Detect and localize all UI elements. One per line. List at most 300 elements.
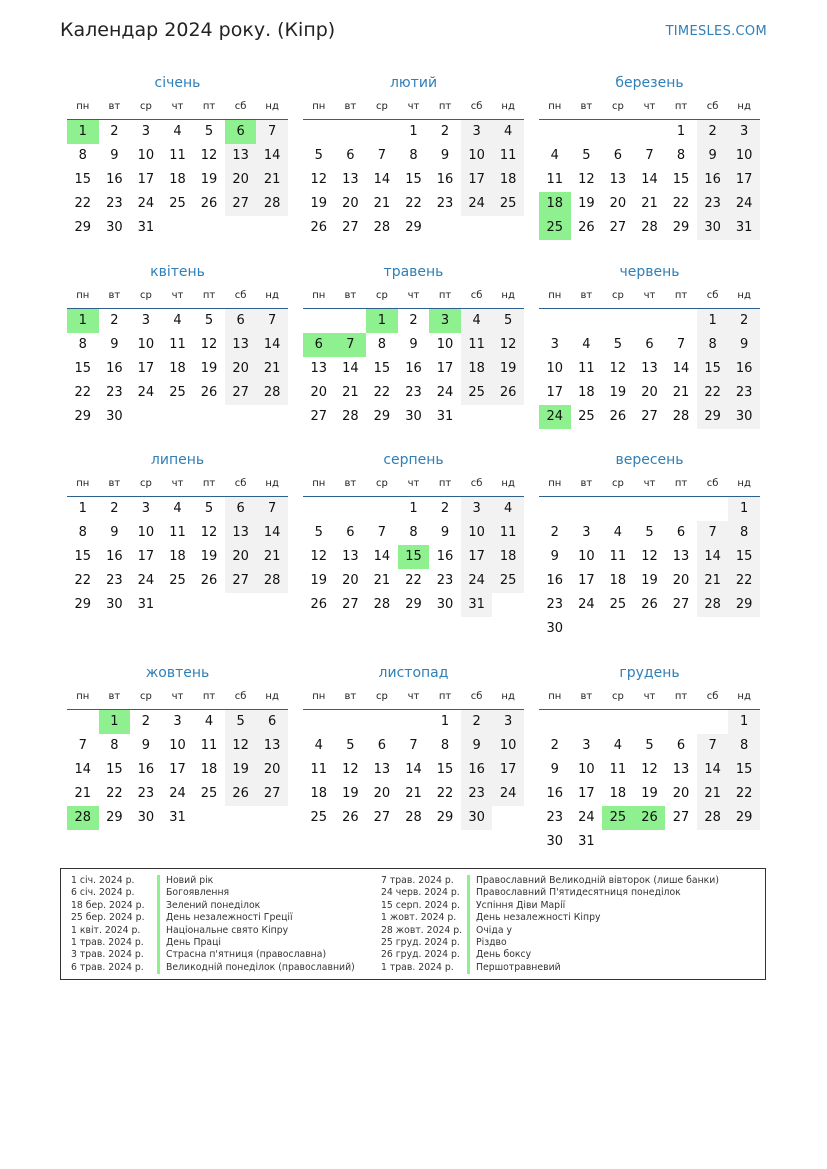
week-row — [67, 758, 288, 782]
day-cell: 7 — [377, 525, 387, 540]
day-cell: 9 — [440, 525, 450, 540]
day-cell: 3 — [173, 714, 182, 729]
week-row — [67, 381, 288, 405]
weekend-day-cell: 24 — [461, 569, 493, 593]
holiday-name: День боксу — [476, 949, 532, 961]
week-row — [303, 168, 524, 192]
day-cell: 22 — [436, 786, 454, 801]
day-cell: 11 — [310, 762, 328, 777]
week-row — [539, 309, 760, 333]
day-cell: 10 — [137, 337, 155, 352]
empty-cell — [162, 216, 194, 240]
weekend-day-cell: 18 — [492, 168, 524, 192]
month-name: січень — [154, 75, 201, 91]
day-cell: 19 — [641, 786, 658, 801]
day-cell: 9 — [409, 337, 418, 352]
empty-cell — [728, 617, 760, 641]
empty-cell — [571, 617, 603, 641]
weekend-day-cell: 4 — [461, 309, 493, 333]
holiday-marker — [157, 900, 160, 912]
day-cell: 20 — [342, 196, 359, 211]
day-cell: 20 — [641, 385, 658, 400]
weekday-label: чт — [643, 478, 656, 489]
day-cell: 17 — [578, 573, 595, 588]
holiday-name: Новий рік — [166, 875, 214, 886]
weekend-day-cell: 14 — [697, 545, 729, 569]
holiday-date: 18 бер. 2024 р. — [71, 899, 145, 911]
week-row — [539, 333, 760, 357]
day-cell: 27 — [609, 220, 627, 235]
month-12 — [539, 662, 760, 854]
day-cell: 22 — [405, 196, 422, 211]
weekend-day-cell: 24 — [492, 782, 524, 806]
weekend-day-cell: 24 — [728, 192, 760, 216]
weekday-label: пн — [76, 478, 90, 489]
weekday-label: вт — [108, 290, 121, 301]
day-cell: 21 — [641, 196, 658, 211]
day-cell: 25 — [578, 409, 595, 424]
empty-cell — [303, 120, 335, 144]
legend-row — [61, 949, 355, 961]
weekend-day-cell: 9 — [728, 333, 760, 357]
day-cell: 22 — [74, 196, 92, 211]
weekend-day-cell: 2 — [697, 120, 729, 144]
day-cell: 19 — [609, 385, 627, 400]
day-cell: 13 — [342, 549, 359, 564]
empty-cell — [665, 309, 697, 333]
weekend-day-cell: 2 — [728, 309, 760, 333]
weekend-day-cell: 6 — [225, 309, 257, 333]
day-cell: 17 — [137, 549, 155, 564]
weekday-label: вт — [580, 290, 593, 301]
holiday-date: 6 трав. 2024 р. — [71, 961, 144, 973]
day-cell: 26 — [200, 385, 218, 400]
day-cell: 28 — [641, 220, 658, 235]
page-title: Календар 2024 року. (Кіпр) — [60, 19, 336, 41]
empty-cell — [130, 405, 162, 429]
day-cell: 16 — [137, 762, 155, 777]
weekend-day-cell: 19 — [225, 758, 257, 782]
week-row — [303, 569, 524, 593]
day-cell: 3 — [550, 337, 559, 352]
day-cell: 4 — [204, 714, 214, 729]
empty-cell — [728, 830, 760, 854]
weekday-label: пт — [438, 478, 452, 489]
day-cell: 21 — [405, 786, 422, 801]
day-cell: 24 — [137, 385, 155, 400]
weekday-label: пт — [202, 478, 216, 489]
weekend-day-cell: 25 — [492, 192, 524, 216]
weekend-day-cell: 26 — [225, 782, 257, 806]
month-1 — [67, 72, 288, 240]
weekend-day-cell: 26 — [492, 381, 524, 405]
day-cell: 31 — [578, 834, 595, 849]
weekend-day-cell: 29 — [728, 593, 760, 617]
weekday-label: сб — [470, 101, 483, 112]
weekday-header — [67, 475, 288, 497]
week-row — [303, 381, 524, 405]
week-row — [539, 710, 760, 734]
empty-cell — [193, 806, 225, 830]
week-row — [67, 120, 288, 144]
empty-cell — [697, 617, 729, 641]
weekday-label: пн — [548, 101, 562, 112]
weekday-label: нд — [265, 290, 279, 301]
day-cell: 5 — [204, 501, 214, 516]
day-cell: 14 — [373, 549, 391, 564]
day-cell: 1 — [676, 124, 686, 139]
week-row — [539, 216, 760, 240]
day-cell: 7 — [377, 148, 387, 163]
day-cell: 10 — [546, 361, 564, 376]
weekend-day-cell: 22 — [697, 381, 729, 405]
weekday-label: вт — [580, 478, 593, 489]
week-row — [539, 168, 760, 192]
empty-cell — [303, 710, 335, 734]
month-name: березень — [615, 75, 684, 91]
day-cell: 11 — [546, 172, 564, 187]
weekday-label: чт — [407, 290, 420, 301]
day-cell: 17 — [137, 172, 155, 187]
day-cell: 9 — [440, 148, 450, 163]
weekend-day-cell: 27 — [225, 569, 257, 593]
weekend-day-cell: 2 — [461, 710, 493, 734]
holiday-name: Православний П'ятидесятниця понеділок — [476, 887, 681, 899]
weekday-header — [303, 475, 524, 497]
day-cell: 17 — [436, 361, 454, 376]
month-name: серпень — [383, 452, 444, 468]
empty-cell — [697, 710, 729, 734]
holiday-day-cell: 1 — [67, 120, 99, 144]
day-cell: 6 — [676, 738, 686, 753]
weekend-day-cell: 19 — [492, 357, 524, 381]
week-row — [539, 617, 760, 641]
day-cell: 12 — [641, 762, 658, 777]
weekday-label: пн — [548, 691, 562, 702]
weekend-day-cell: 28 — [256, 192, 288, 216]
week-row — [539, 521, 760, 545]
weekend-day-cell: 22 — [728, 782, 760, 806]
week-row — [539, 120, 760, 144]
day-cell: 14 — [641, 172, 658, 187]
weekday-header — [539, 98, 760, 120]
day-cell: 13 — [672, 549, 690, 564]
month-name: жовтень — [145, 665, 210, 681]
day-cell: 6 — [346, 148, 355, 163]
day-cell: 5 — [204, 124, 214, 139]
day-cell: 7 — [78, 738, 87, 753]
weekday-label: сб — [234, 691, 247, 702]
weekend-day-cell: 10 — [728, 144, 760, 168]
day-cell: 22 — [74, 573, 92, 588]
weekday-label: пн — [548, 478, 562, 489]
weekday-label: ср — [139, 290, 152, 301]
weekday-label: пт — [202, 290, 216, 301]
day-cell: 20 — [342, 573, 359, 588]
empty-cell — [634, 120, 666, 144]
day-cell: 8 — [78, 525, 87, 540]
day-cell: 24 — [578, 810, 595, 825]
weekday-header — [303, 98, 524, 120]
week-row — [539, 782, 760, 806]
day-cell: 2 — [550, 738, 559, 753]
day-cell: 29 — [672, 220, 690, 235]
day-cell: 8 — [676, 148, 686, 163]
weekday-label: ср — [611, 290, 624, 301]
empty-cell — [193, 405, 225, 429]
holiday-name: Очіда у — [476, 924, 512, 936]
day-cell: 7 — [409, 738, 418, 753]
month-name: грудень — [619, 665, 680, 681]
day-cell: 22 — [74, 385, 92, 400]
weekend-day-cell: 16 — [461, 758, 493, 782]
empty-cell — [225, 806, 257, 830]
legend-column-right — [371, 875, 719, 974]
weekday-label: пт — [438, 101, 452, 112]
weekend-day-cell: 28 — [697, 806, 729, 830]
empty-cell — [634, 497, 666, 521]
empty-cell — [67, 710, 99, 734]
day-cell: 18 — [169, 549, 186, 564]
week-row — [303, 758, 524, 782]
weekend-day-cell: 15 — [728, 545, 760, 569]
day-cell: 14 — [342, 361, 359, 376]
weekend-day-cell: 4 — [492, 497, 524, 521]
day-cell: 29 — [405, 220, 422, 235]
weekday-label: пн — [312, 290, 326, 301]
empty-cell — [539, 309, 571, 333]
week-row — [303, 144, 524, 168]
weekday-label: ср — [375, 691, 388, 702]
empty-cell — [225, 405, 257, 429]
weekend-day-cell: 14 — [256, 521, 288, 545]
day-cell: 12 — [310, 549, 328, 564]
weekend-day-cell: 1 — [697, 309, 729, 333]
week-row — [67, 192, 288, 216]
weekday-label: пт — [674, 691, 688, 702]
holiday-date: 1 трав. 2024 р. — [71, 936, 144, 948]
weekend-day-cell: 7 — [256, 497, 288, 521]
month-name: вересень — [615, 452, 684, 468]
weekday-label: пн — [312, 101, 326, 112]
holiday-day-cell: 28 — [67, 806, 99, 830]
legend-row — [61, 912, 355, 924]
day-cell: 5 — [314, 148, 323, 163]
weekday-label: чт — [171, 290, 184, 301]
weekday-label: чт — [171, 478, 184, 489]
day-cell: 23 — [436, 573, 454, 588]
week-row — [67, 333, 288, 357]
day-cell: 4 — [613, 738, 623, 753]
site-link[interactable]: TIMESLES.COM — [665, 24, 767, 39]
day-cell: 2 — [110, 501, 119, 516]
day-cell: 11 — [609, 549, 627, 564]
day-cell: 8 — [110, 738, 119, 753]
day-cell: 5 — [645, 738, 654, 753]
day-cell: 18 — [609, 573, 627, 588]
weekend-day-cell: 23 — [461, 782, 493, 806]
weekend-day-cell: 10 — [461, 521, 493, 545]
holiday-marker — [157, 962, 160, 974]
week-row — [303, 333, 524, 357]
holiday-marker — [467, 900, 470, 912]
weekend-day-cell: 30 — [728, 405, 760, 429]
weekend-day-cell: 30 — [461, 806, 493, 830]
weekend-day-cell: 16 — [728, 357, 760, 381]
holiday-date: 3 трав. 2024 р. — [71, 949, 144, 961]
day-cell: 26 — [310, 597, 328, 612]
day-cell: 16 — [436, 172, 454, 187]
day-cell: 27 — [641, 409, 658, 424]
legend-row — [371, 887, 719, 899]
weekend-day-cell: 30 — [697, 216, 729, 240]
day-cell: 26 — [200, 573, 218, 588]
empty-cell — [366, 710, 398, 734]
day-cell: 29 — [373, 409, 391, 424]
weekend-day-cell: 28 — [256, 381, 288, 405]
day-cell: 26 — [342, 810, 359, 825]
month-6 — [539, 261, 760, 429]
day-cell: 5 — [204, 313, 214, 328]
day-cell: 23 — [106, 385, 123, 400]
weekend-day-cell: 10 — [461, 144, 493, 168]
holiday-day-cell: 7 — [335, 333, 367, 357]
day-cell: 22 — [373, 385, 391, 400]
holiday-day-cell: 6 — [303, 333, 335, 357]
weekday-label: нд — [501, 478, 515, 489]
day-cell: 27 — [310, 409, 328, 424]
day-cell: 12 — [200, 525, 218, 540]
week-row — [539, 593, 760, 617]
week-row — [67, 545, 288, 569]
weekday-label: пн — [312, 478, 326, 489]
month-name: квітень — [150, 264, 205, 280]
week-row — [303, 710, 524, 734]
day-cell: 10 — [169, 738, 186, 753]
day-cell: 29 — [106, 810, 123, 825]
weekend-day-cell: 1 — [728, 497, 760, 521]
weekday-label: чт — [407, 101, 420, 112]
day-cell: 4 — [613, 525, 623, 540]
week-row — [67, 357, 288, 381]
empty-cell — [571, 710, 603, 734]
day-cell: 13 — [672, 762, 690, 777]
weekday-label: пт — [674, 478, 688, 489]
day-cell: 19 — [310, 573, 328, 588]
weekday-label: ср — [375, 101, 388, 112]
day-cell: 4 — [173, 313, 182, 328]
holiday-date: 7 трав. 2024 р. — [381, 875, 454, 886]
day-cell: 18 — [169, 361, 186, 376]
day-cell: 24 — [578, 597, 595, 612]
empty-cell — [602, 710, 634, 734]
weekend-day-cell: 21 — [697, 569, 729, 593]
day-cell: 30 — [405, 409, 422, 424]
day-cell: 18 — [200, 762, 218, 777]
day-cell: 30 — [106, 597, 123, 612]
week-row — [539, 497, 760, 521]
weekday-label: пт — [674, 290, 688, 301]
holiday-marker — [157, 875, 160, 887]
weekend-day-cell: 20 — [256, 758, 288, 782]
day-cell: 15 — [74, 361, 92, 376]
holiday-legend — [60, 868, 766, 980]
weekend-day-cell: 8 — [728, 521, 760, 545]
week-row — [303, 216, 524, 240]
day-cell: 1 — [440, 714, 450, 729]
week-row — [539, 144, 760, 168]
weekend-day-cell: 17 — [461, 168, 493, 192]
week-row — [67, 710, 288, 734]
weekend-day-cell: 17 — [728, 168, 760, 192]
legend-row — [371, 900, 719, 912]
empty-cell — [602, 830, 634, 854]
day-cell: 1 — [409, 124, 418, 139]
day-cell: 23 — [546, 810, 564, 825]
day-cell: 13 — [609, 172, 627, 187]
week-row — [303, 734, 524, 758]
day-cell: 20 — [609, 196, 627, 211]
empty-cell — [665, 617, 697, 641]
holiday-marker — [157, 949, 160, 961]
day-cell: 19 — [641, 573, 658, 588]
day-cell: 22 — [106, 786, 123, 801]
legend-column-left — [61, 875, 355, 974]
day-cell: 27 — [342, 597, 359, 612]
day-cell: 18 — [578, 385, 595, 400]
weekday-label: пт — [438, 691, 452, 702]
empty-cell — [602, 120, 634, 144]
day-cell: 17 — [578, 786, 595, 801]
weekday-label: чт — [171, 691, 184, 702]
weekend-day-cell: 13 — [225, 333, 257, 357]
weekend-day-cell: 20 — [225, 545, 257, 569]
week-row — [539, 545, 760, 569]
day-cell: 7 — [645, 148, 654, 163]
day-cell: 6 — [645, 337, 654, 352]
day-cell: 16 — [106, 549, 123, 564]
month-8 — [303, 449, 524, 617]
legend-row — [371, 875, 719, 887]
day-cell: 29 — [74, 409, 92, 424]
day-cell: 21 — [342, 385, 359, 400]
holiday-date: 25 бер. 2024 р. — [71, 912, 145, 924]
day-cell: 23 — [546, 597, 564, 612]
weekend-day-cell: 27 — [225, 381, 257, 405]
weekend-day-cell: 15 — [697, 357, 729, 381]
weekend-day-cell: 29 — [728, 806, 760, 830]
empty-cell — [665, 710, 697, 734]
weekday-label: нд — [737, 290, 751, 301]
day-cell: 5 — [613, 337, 623, 352]
day-cell: 20 — [672, 573, 690, 588]
day-cell: 4 — [550, 148, 559, 163]
week-row — [539, 758, 760, 782]
day-cell: 11 — [200, 738, 218, 753]
day-cell: 26 — [310, 220, 328, 235]
day-cell: 30 — [546, 621, 564, 636]
holiday-date: 24 черв. 2024 р. — [381, 887, 460, 899]
empty-cell — [697, 830, 729, 854]
legend-row — [61, 925, 355, 937]
holiday-name: Страсна п'ятниця (православна) — [166, 949, 327, 961]
day-cell: 26 — [609, 409, 627, 424]
day-cell: 16 — [405, 361, 422, 376]
day-cell: 31 — [436, 409, 454, 424]
holiday-date: 6 січ. 2024 р. — [71, 887, 135, 899]
week-row — [67, 216, 288, 240]
empty-cell — [256, 405, 288, 429]
